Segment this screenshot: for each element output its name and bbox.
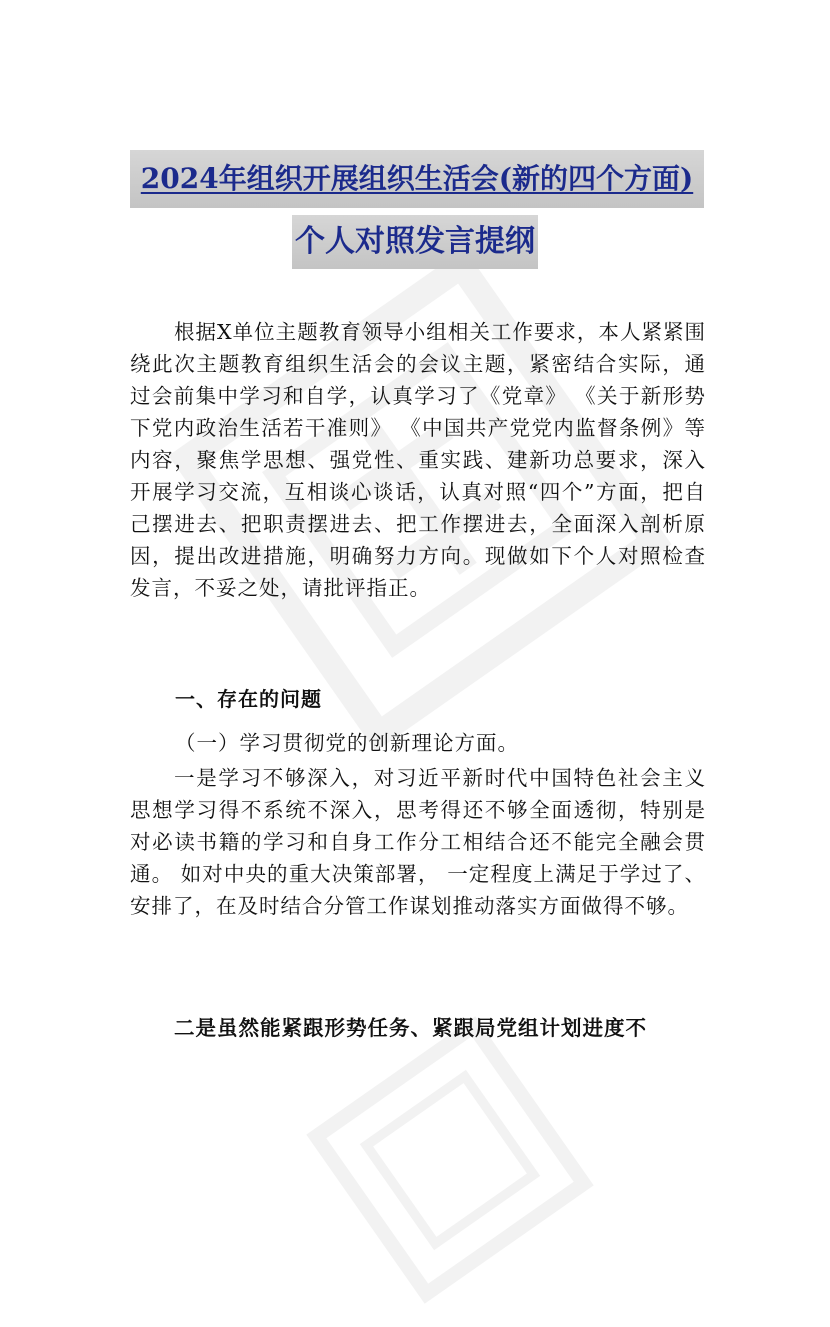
point-one-paragraph: 一是学习不够深入，对习近平新时代中国特色社会主义思想学习得不系统不深入，思考得还不够全面透彻，特别是对必读书籍的学习和自身工作分工相结合还不能完全融会贯通。 如对中央的重大决策部署， 一定程度上满足于学过了、安排了，在及时结合分管工作谋划推动落实方面做得不够。 xyxy=(130,766,706,918)
document-title-line1: 2024年组织开展组织生活会(新的四个方面) xyxy=(130,150,704,208)
subsection-heading: （一）学习贯彻党的创新理论方面。 xyxy=(175,731,519,755)
intro-paragraph: 根据X单位主题教育领导小组相关工作要求，本人紧紧围绕此次主题教育组织生活会的会议主题，紧密结合实际，通过会前集中学习和自学，认真学习了《党章》 《关于新形势下党内政治生活若干准则》 《中国共产党党内监督条例》等内容，聚焦学思想、强党性、重实践、建新功总要求，深入开展学习交流，互相谈心谈话，认真对照“四个”方面，把自己摆进去、把职责摆进去、把工作摆进去，全面深入剖析原因，提出改进措施，明确努力方向。现做如下个人对照检查发言，不妥之处，请批评指正。 xyxy=(130,320,706,600)
document-title-line2: 个人对照发言提纲 xyxy=(292,215,538,269)
point-two-paragraph: 二是虽然能紧跟形势任务、紧跟局党组计划进度不 xyxy=(174,1016,647,1040)
section-heading: 一、存在的问题 xyxy=(175,687,322,711)
